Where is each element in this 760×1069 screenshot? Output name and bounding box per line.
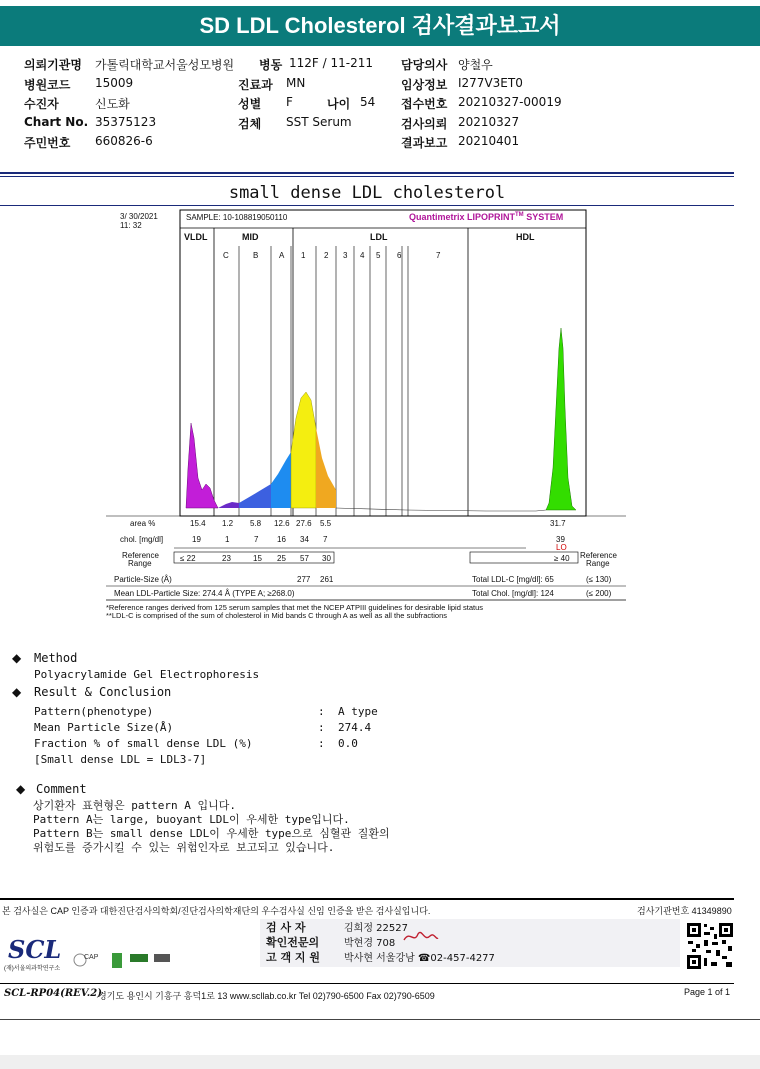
area-vldl: 15.4 (190, 519, 206, 528)
result-value-size: 274.4 (338, 721, 372, 734)
electrophoresis-chart (106, 208, 626, 626)
diamond-icon: ◆ (16, 782, 26, 796)
subband-4: 4 (360, 251, 365, 260)
footer-divider (0, 898, 734, 900)
system-name: Quantimetrix LIPOPRINT™ SYSTEM (409, 212, 564, 222)
staff-name-support: 박사현 서울강남 ☎02-457-4277 (344, 953, 495, 964)
chol-label: chol. [mg/dl] (120, 535, 164, 544)
signature-icon (402, 928, 440, 946)
divider (0, 205, 734, 206)
label-hospital-code: 병원코드 (24, 78, 71, 92)
chart-frame (180, 210, 586, 516)
scl-logo-sub: (재)서울의과학연구소 (4, 966, 61, 972)
value-accession: 20210327-00019 (458, 95, 562, 109)
report-date: 3/ 30/2021 (120, 212, 158, 221)
method-text: Polyacrylamide Gel Electrophoresis (34, 668, 260, 681)
total-chol-ref: (≤ 200) (586, 589, 612, 598)
area-ldl2: 5.5 (320, 519, 332, 528)
value-chart-no: 35375123 (95, 115, 157, 129)
footnote-2: **LDL-C is comprised of the sum of cholesterol in Mid bands C through A as well as all the subfractions (106, 611, 448, 620)
value-resident-no: 660826-6 (95, 134, 153, 148)
staff-role-support: 고 객 지 원 (266, 951, 320, 964)
value-request-date: 20210327 (458, 115, 520, 129)
result-key-size: Mean Particle Size(Å) (34, 721, 174, 734)
chol-c: 1 (225, 535, 230, 544)
subband-7: 7 (436, 251, 441, 260)
area-a: 12.6 (274, 519, 290, 528)
value-clinical-info: I277V3ET0 (458, 76, 523, 90)
ref-b: 15 (253, 554, 262, 563)
subband-5: 5 (376, 251, 381, 260)
label-specimen: 검체 (238, 117, 262, 131)
total-ldl: Total LDL-C [mg/dl]: 65 (472, 575, 554, 584)
divider (0, 172, 734, 174)
result-value-fraction: 0.0 (338, 737, 358, 750)
label-age: 나이 (327, 97, 351, 111)
page-number: Page 1 of 1 (684, 987, 731, 997)
area-c: 1.2 (222, 519, 234, 528)
peak-mid-c (218, 502, 239, 508)
peak-hdl (546, 328, 576, 510)
label-patient: 수진자 (24, 97, 59, 111)
page-bottom-strip (0, 1055, 760, 1069)
subband-3: 3 (343, 251, 348, 260)
chol-vldl: 19 (192, 535, 201, 544)
peak-vldl (186, 423, 218, 508)
subband-c: C (223, 251, 229, 260)
value-hospital-code: 15009 (95, 76, 134, 90)
divider (0, 176, 734, 177)
ref-right-2: Range (586, 559, 610, 568)
band-label-mid: MID (242, 232, 259, 242)
area-b: 5.8 (250, 519, 262, 528)
total-chol: Total Chol. [mg/dl]: 124 (472, 589, 554, 598)
label-request-date: 검사의뢰 (401, 117, 448, 131)
scl-logo: SCL (8, 935, 62, 964)
label-accession: 접수번호 (401, 97, 448, 111)
label-resident-no: 주민번호 (24, 136, 71, 150)
area-hdl: 31.7 (550, 519, 566, 528)
chol-hdl-flag: LO (556, 543, 567, 552)
comment-line-1: 상기환자 표현형은 pattern A 입니다. (33, 799, 236, 812)
chol-ldl2: 7 (323, 535, 328, 544)
ref-label-2: Range (128, 559, 152, 568)
footer-divider (0, 983, 734, 984)
diamond-icon: ◆ (12, 685, 22, 699)
org-number: 검사기관번호 41349890 (637, 906, 732, 916)
cap-logo: CAP (84, 954, 99, 961)
result-key-fraction: Fraction % of small dense LDL (%) (34, 737, 253, 750)
label-clinical-info: 임상정보 (401, 78, 448, 92)
value-department: MN (286, 76, 306, 90)
result-value-pattern: A type (338, 705, 378, 718)
band-label-hdl: HDL (516, 232, 535, 242)
page-bottom-line (0, 1019, 760, 1020)
ref-label-1: Reference (122, 551, 159, 560)
method-heading: Method (34, 651, 78, 665)
particle-size-label: Particle-Size (Å) (114, 575, 172, 584)
subband-a: A (279, 251, 285, 260)
area-ldl1: 27.6 (296, 519, 312, 528)
value-report-date: 20210401 (458, 134, 520, 148)
certification-text: 본 검사실은 CAP 인증과 대한진단검사의학회/진단검사의학재단의 우수검사실 신임 인증을 받은 검사실입니다. (2, 906, 431, 916)
value-patient: 신도화 (95, 97, 130, 111)
ref-hdl: ≥ 40 (554, 554, 570, 563)
peak-ldl1 (291, 392, 316, 508)
staff-role-tester: 검 사 자 (266, 921, 306, 934)
report-title: SD LDL Cholesterol 검사결과보고서 (0, 6, 760, 46)
ref-a: 25 (277, 554, 286, 563)
result-heading: Result & Conclusion (34, 685, 172, 699)
ref-vldl: ≤ 22 (180, 554, 196, 563)
comment-line-4: 위험도를 증가시킬 수 있는 위험인자로 보고되고 있습니다. (33, 841, 335, 854)
qr-code-icon (686, 922, 734, 970)
chol-hdl: 39 (556, 535, 565, 544)
value-sex: F (286, 95, 293, 109)
label-chart-no: Chart No. (24, 115, 89, 129)
subband-b: B (253, 251, 259, 260)
label-ward: 병동 (259, 58, 283, 72)
result-note: [Small dense LDL = LDL3-7] (34, 753, 207, 766)
lipoprint-report (106, 208, 626, 626)
result-sep: : (318, 705, 325, 718)
comment-heading: Comment (36, 782, 87, 796)
value-requesting-org: 가톨릭대학교서울성모병원 (95, 58, 235, 72)
chol-b: 7 (254, 535, 259, 544)
band-label-vldl: VLDL (184, 232, 208, 242)
label-sex: 성별 (238, 97, 262, 111)
peak-mid-b (239, 484, 271, 508)
band-label-ldl: LDL (370, 232, 388, 242)
chol-a: 16 (277, 535, 286, 544)
result-sep: : (318, 721, 325, 734)
chol-ldl1: 34 (300, 535, 309, 544)
particle-size-1: 277 (297, 575, 311, 584)
subband-2: 2 (324, 251, 329, 260)
label-doctor: 담당의사 (401, 58, 448, 72)
baseline (336, 508, 546, 511)
ref-c: 23 (222, 554, 231, 563)
area-label: area % (130, 519, 156, 528)
ref-right-1: Reference (580, 551, 617, 560)
staff-name-tester: 김희정 22527 (344, 923, 408, 934)
total-ldl-ref: (≤ 130) (586, 575, 612, 584)
value-ward: 112F / 11-211 (289, 56, 373, 70)
subband-1: 1 (301, 251, 306, 260)
comment-line-3: Pattern B는 small dense LDL이 우세한 type으로 심혈관 질환의 (33, 827, 390, 840)
diamond-icon: ◆ (12, 651, 22, 665)
result-key-pattern: Pattern(phenotype) (34, 705, 154, 718)
particle-size-2: 261 (320, 575, 334, 584)
value-age: 54 (360, 95, 376, 109)
mean-particle-size: Mean LDL-Particle Size: 274.4 Å (TYPE A; ≥268.0) (114, 589, 295, 598)
ref-ldl2: 30 (322, 554, 331, 563)
staff-name-specialist: 박현경 708 (344, 938, 396, 949)
value-specimen: SST Serum (286, 115, 352, 129)
form-code: SCL-RP04(REV.2) (4, 988, 102, 999)
peak-ldl2 (316, 428, 336, 508)
peak-mid-a (271, 452, 291, 508)
staff-role-specialist: 확인전문의 (266, 936, 320, 949)
label-requesting-org: 의뢰기관명 (24, 58, 82, 72)
report-time: 11: 32 (120, 221, 142, 230)
value-doctor: 양철우 (458, 58, 493, 72)
footnote-1: *Reference ranges derived from 125 serum samples that met the NCEP ATPIII guidelines for desirable lipid status (106, 603, 483, 612)
ref-ldl1: 57 (300, 554, 309, 563)
result-sep: : (318, 737, 325, 750)
address: 경기도 용인시 기흥구 흥덕1로 13 www.scllab.co.kr Tel 02)790-6500 Fax 02)790-6509 (98, 991, 435, 1001)
label-report-date: 결과보고 (401, 136, 448, 150)
label-department: 진료과 (238, 78, 273, 92)
comment-line-2: Pattern A는 large, buoyant LDL이 우세한 type입니다. (33, 813, 350, 826)
sample-id: SAMPLE: 10-108819050110 (186, 213, 288, 222)
subband-6: 6 (397, 251, 402, 260)
section-title: small dense LDL cholesterol (228, 183, 506, 203)
